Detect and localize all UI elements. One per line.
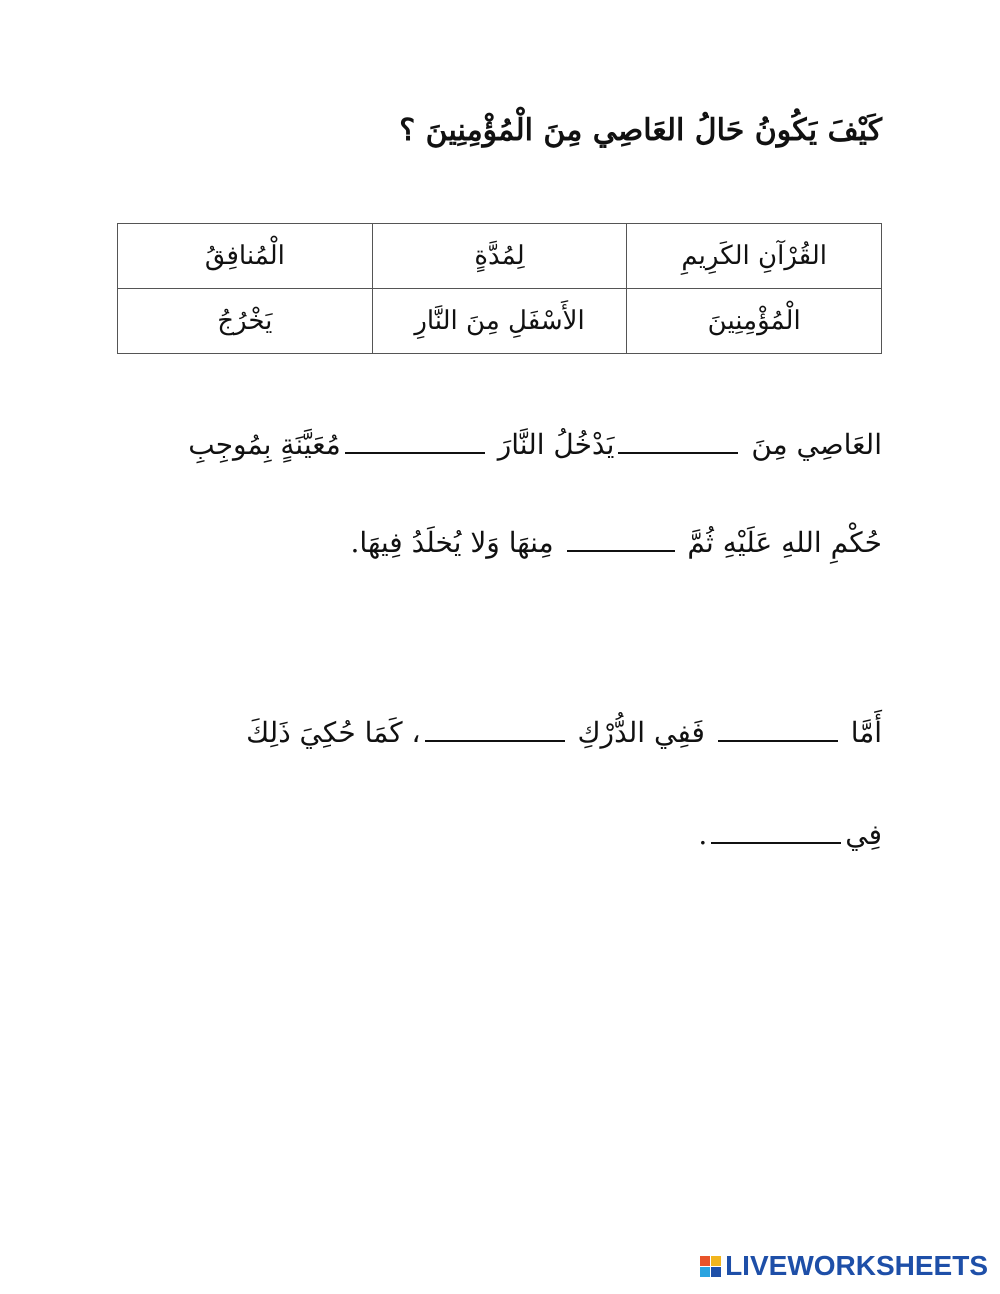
sentence-1-line-1 (122, 420, 882, 470)
sentence-text: العَاصِي مِنَ (751, 428, 882, 461)
answer-blank-1[interactable] (618, 422, 738, 454)
logo-square (711, 1267, 721, 1277)
sentence-text: ، كَمَا حُكِيَ ذَلِكَ (246, 716, 421, 749)
table-row (118, 224, 882, 289)
logo-text: LIVEWORKSHEETS (725, 1250, 988, 1281)
word-bank-cell: الْمُنافِقُ (118, 224, 373, 289)
sentence-text: يَدْخُلُ النَّارَ (497, 428, 615, 461)
logo-square (711, 1256, 721, 1266)
word-bank-cell: الأَسْفَلِ مِنَ النَّارِ (372, 289, 627, 354)
sentence-1-line-2 (122, 518, 882, 568)
answer-blank-4[interactable] (718, 710, 838, 742)
logo-grid-icon (700, 1256, 721, 1277)
question-title: كَيْفَ يَكُونُ حَالُ العَاصِي مِنَ الْمُؤْمِنِينَ ؟ (399, 113, 882, 148)
answer-blank-6[interactable] (711, 812, 841, 844)
liveworksheets-logo (700, 1250, 988, 1282)
word-bank-cell: لِمُدَّةٍ (372, 224, 627, 289)
logo-square (700, 1256, 710, 1266)
sentence-2-line-2 (122, 810, 882, 860)
table-row (118, 289, 882, 354)
word-bank-table (117, 223, 882, 354)
word-bank-cell: القُرْآنِ الكَرِيمِ (627, 224, 882, 289)
sentence-text: فِي (845, 818, 882, 851)
answer-blank-3[interactable] (567, 520, 675, 552)
sentence-text: أَمَّا (850, 716, 882, 749)
sentence-text: حُكْمِ اللهِ عَلَيْهِ ثُمَّ (687, 526, 882, 559)
sentence-text: مُعَيَّنَةٍ بِمُوجِبِ (188, 428, 341, 461)
sentence-text: . (698, 818, 708, 851)
answer-blank-5[interactable] (425, 710, 565, 742)
logo-square (700, 1267, 710, 1277)
word-bank-cell: الْمُؤْمِنِينَ (627, 289, 882, 354)
sentence-text: مِنهَا وَلا يُخلَدُ فِيهَا. (350, 526, 554, 559)
answer-blank-2[interactable] (345, 422, 485, 454)
word-bank-cell: يَخْرُجُ (118, 289, 373, 354)
sentence-2-line-1 (122, 708, 882, 758)
sentence-text: فَفِي الدُّرْكِ (577, 716, 705, 749)
